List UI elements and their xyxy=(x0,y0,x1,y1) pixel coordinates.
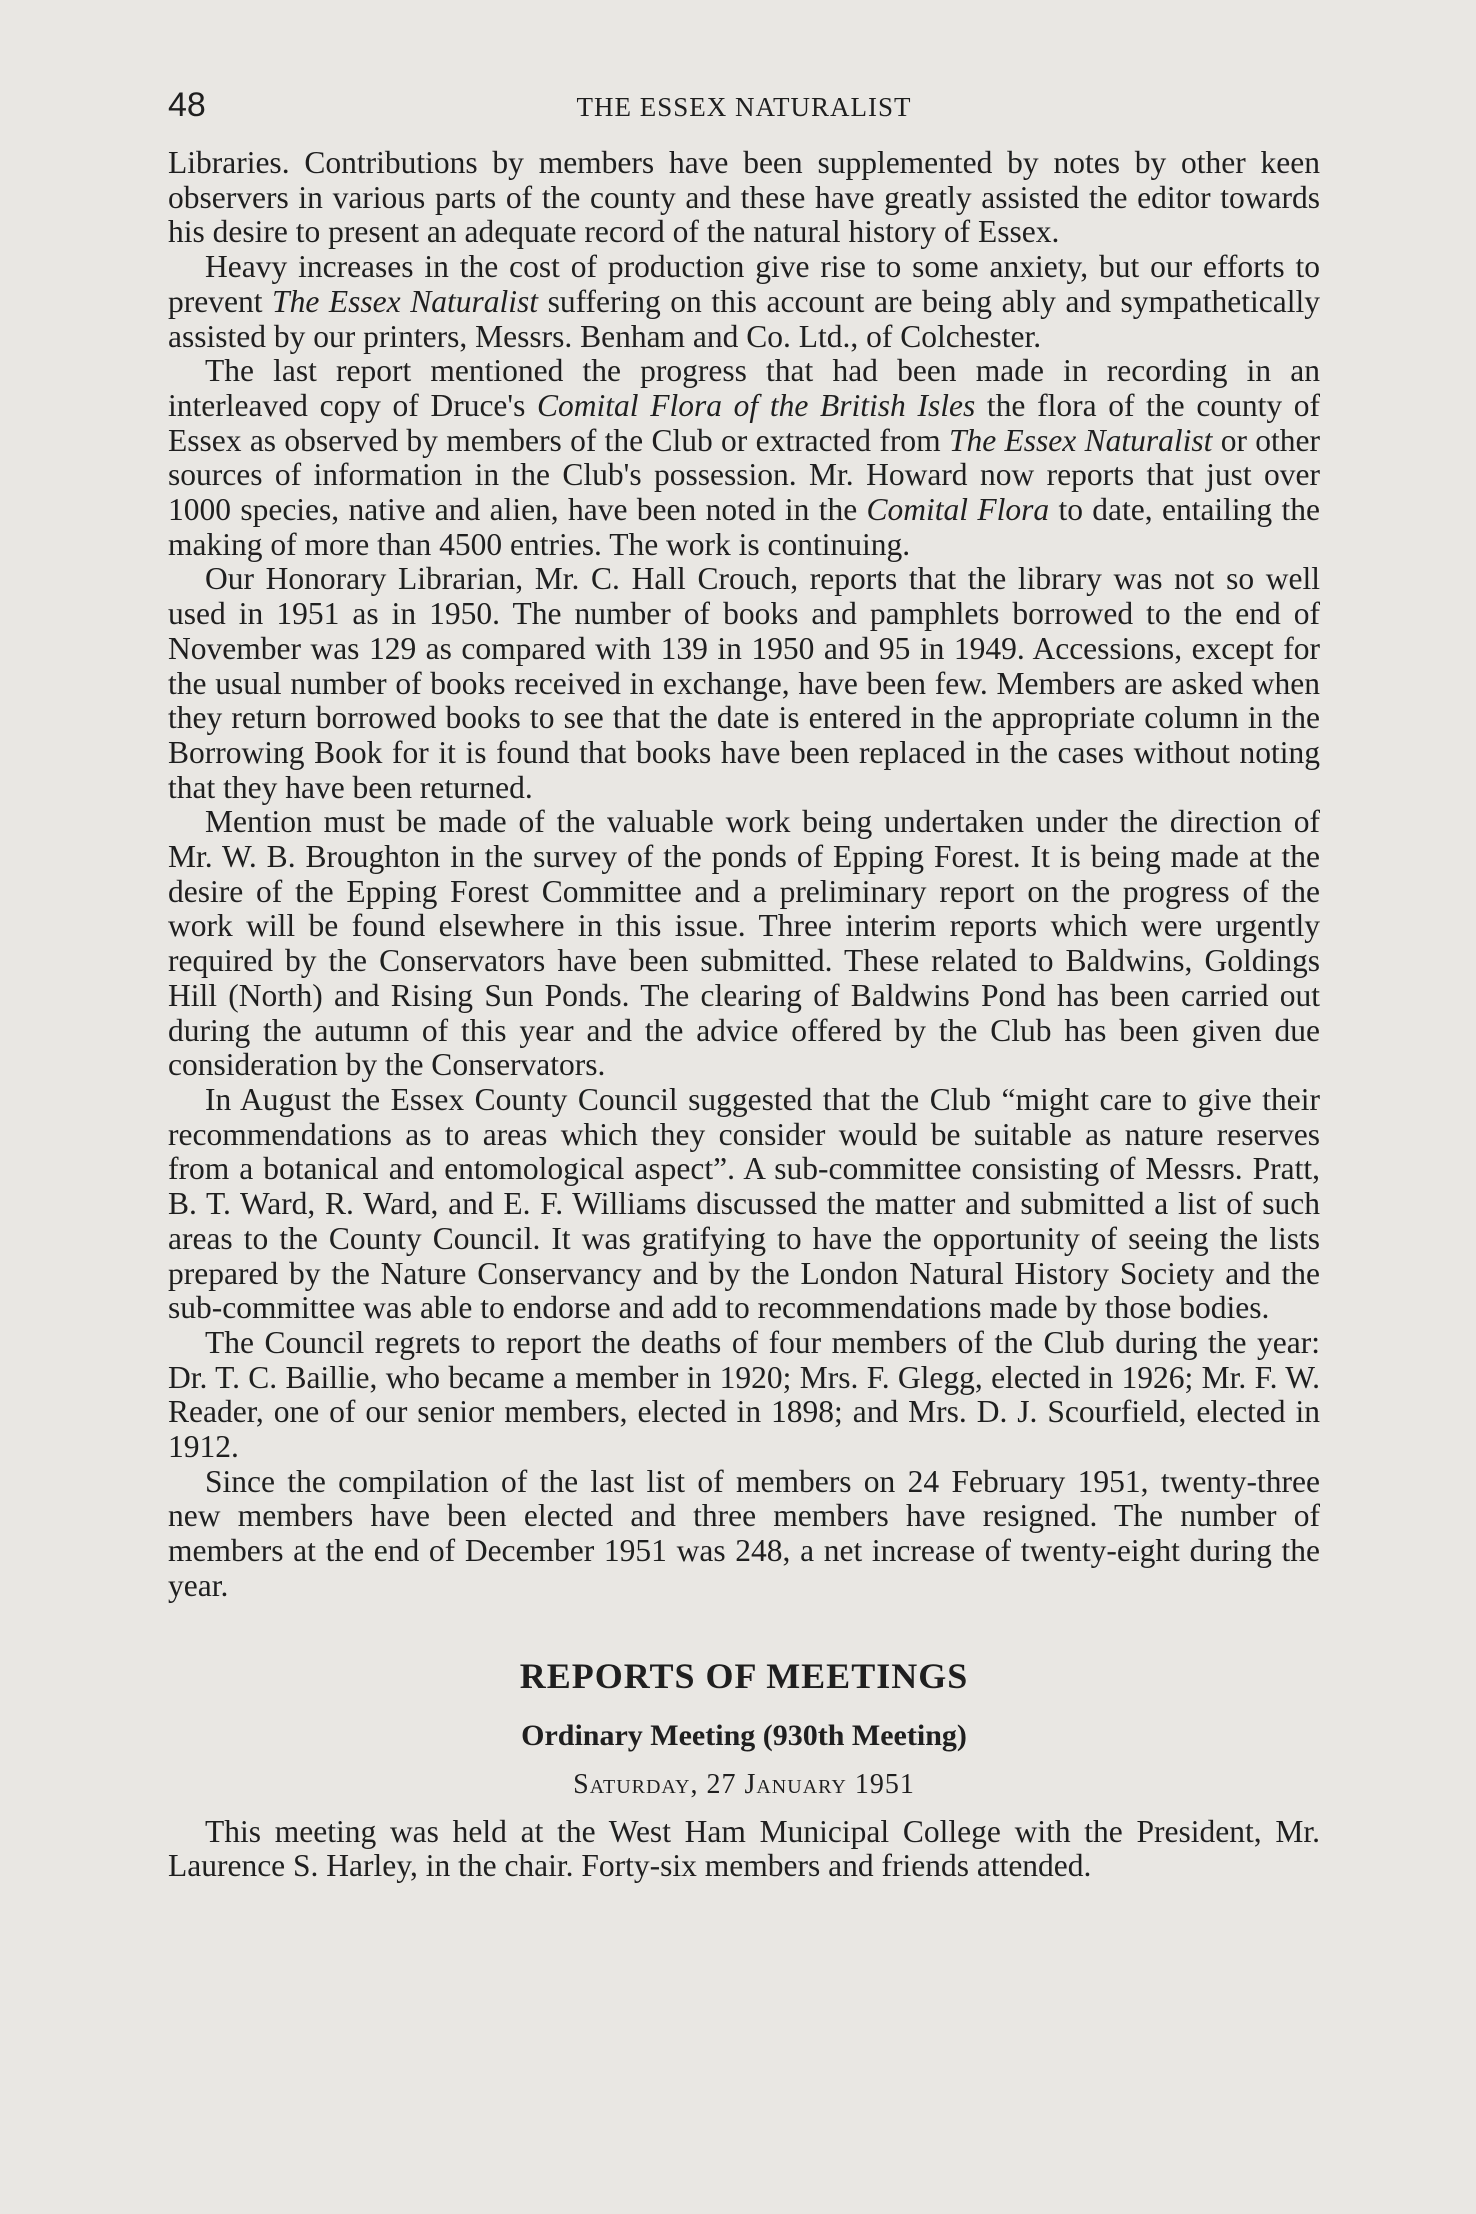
section-heading: REPORTS OF MEETINGS xyxy=(519,1655,969,1696)
page-body xyxy=(168,146,1320,1884)
paragraph-epping-forest: Mention must be made of the valuable work being undertaken under the direction of Mr. W. B. Broughton in the survey of the ponds of Epping Forest. It is being made at the desire of the Epping Forest Committee and a preliminary report on the progress of the work will be found elsewhere in this issue. Three interim reports which were urgently required by the Conservators have been submitted. These related to Baldwins, Goldings Hill (North) and Rising Sun Ponds. The clearing of Baldwins Pond has been carried out during the autumn of this year and the advice offered by the Club has been given due consideration by the Conservators. xyxy=(168,804,1320,1083)
book-title: Comital Flora xyxy=(866,492,1050,528)
paragraph-text: Heavy increases in the cost of production give rise to some anxiety, but our efforts to prevent xyxy=(168,249,1320,319)
paragraph-flora-recording xyxy=(168,354,1320,562)
paragraph-membership: Since the compilation of the last list of members on 24 February 1951, twenty-three new members have been elected and three members have resigned. The number of members at the end of December 1951 was 248, a net increase of twenty-eight during the year. xyxy=(168,1463,1320,1603)
paragraph-meeting: This meeting was held at the West Ham Municipal College with the President, Mr. Laurence S. Harley, in the chair. Forty-six members and friends attended. xyxy=(168,1813,1320,1884)
paragraph-text: The last report mentioned the progress that had been made in recording in an interleaved copy of Druce's xyxy=(168,353,1320,423)
paragraph-nature-reserves: In August the Essex County Council suggested that the Club “might care to give their recommendations as to areas which they consider would be suitable as nature reserves from a botanical and entomological aspect”. A sub-committee consisting of Messrs. Pratt, B. T. Ward, R. Ward, and E. F. Williams discussed the matter and submitted a list of such areas to the County Council. It was gratifying to have the opportunity of seeing the lists prepared by the Nature Conservancy and by the London Natural History Society and the sub-committee was able to endorse and add to recommendations made by those bodies. xyxy=(168,1081,1320,1326)
journal-title: The Essex Naturalist xyxy=(272,283,538,319)
paragraph-libraries: Libraries. Contributions by members have been supplemented by notes by other keen observers in various parts of the county and these have greatly assisted the editor towards his desire to present an adequate record of the natural history of Essex. xyxy=(168,145,1320,250)
running-title: THE ESSEX NATURALIST xyxy=(576,92,912,122)
meeting-date: Saturday, 27 January 1951 xyxy=(573,1768,915,1800)
paragraph-text: to date, entailing the making of more than 4500 entries. The work is continuing. xyxy=(168,492,1320,562)
meeting-title: Ordinary Meeting (930th Meeting) xyxy=(521,1719,967,1753)
book-title: Comital Flora of the British Isles xyxy=(537,387,976,423)
paragraph-library-report: Our Honorary Librarian, Mr. C. Hall Crouch, reports that the library was not so well used in 1951 as in 1950. The number of books and pamphlets borrowed to the end of November was 129 as compared with 139 in 1950 and 95 in 1949. Accessions, except for the usual number of books received in exchange, have been few. Members are asked when they return borrowed books to see that the date is entered in the appropriate column in the Borrowing Book for it is found that books have been replaced in the cases without noting that they have been returned. xyxy=(168,561,1320,805)
paragraph-production-costs xyxy=(168,250,1320,354)
paragraph-text: the flora of the county of Essex as observed by members of the Club or extracted from xyxy=(168,387,1320,458)
paragraph-text: suffering on this account are being ably and sympathetically assisted by our printers, Messrs. Benham and Co. Ltd., of Colchester. xyxy=(168,283,1320,354)
page-number: 48 xyxy=(168,86,206,124)
paragraph-text: or other sources of information in the Club's possession. Mr. Howard now reports that just over 1000 species, native and alien, have been noted in the xyxy=(168,422,1320,528)
page-header xyxy=(168,86,1320,130)
paragraph-deaths: The Council regrets to report the deaths of four members of the Club during the year: Dr. T. C. Baillie, who became a member in 1920; Mrs. F. Glegg, elected in 1926; Mr. F. W. Reader, one of our senior members, elected in 1898; and Mrs. D. J. Scourfield, elected in 1912. xyxy=(168,1324,1320,1465)
journal-title: The Essex Naturalist xyxy=(948,422,1213,458)
